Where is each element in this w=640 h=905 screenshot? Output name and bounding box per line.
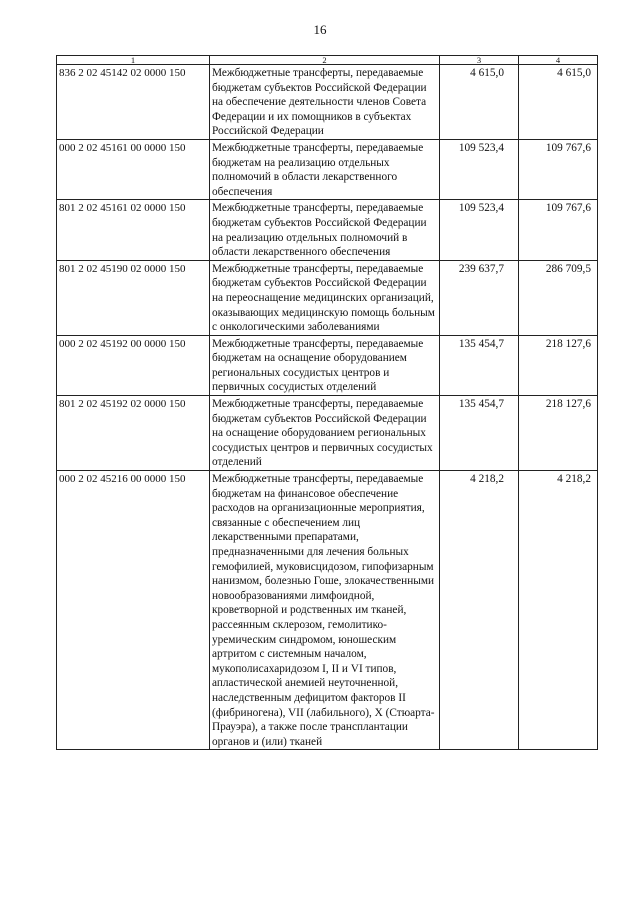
column-number-4: 4 [519,56,598,65]
table-row [57,139,598,199]
row-description: Межбюджетные трансферты, передаваемые бюджетам субъектов Российской Федерации на реализацию отдельных полномочий в области лекарственного обеспечения [210,200,440,260]
table-row [57,335,598,395]
amount-col3: 109 523,4 [440,200,519,260]
table-row [57,65,598,140]
budget-code: 000 2 02 45161 00 0000 150 [57,139,210,199]
budget-code: 801 2 02 45190 02 0000 150 [57,260,210,335]
row-description: Межбюджетные трансферты, передаваемые бюджетам на реализацию отдельных полномочий в области лекарственного обеспечения [210,139,440,199]
column-number-row [57,56,598,65]
budget-code: 000 2 02 45216 00 0000 150 [57,471,210,750]
table-row [57,260,598,335]
amount-col3: 4 218,2 [440,471,519,750]
amount-col3: 4 615,0 [440,65,519,140]
amount-col4: 109 767,6 [519,139,598,199]
amount-col3: 135 454,7 [440,396,519,471]
table-row [57,396,598,471]
row-description: Межбюджетные трансферты, передаваемые бюджетам на оснащение оборудованием региональных сосудистых центров и первичных сосудистых отделений [210,335,440,395]
amount-col4: 4 615,0 [519,65,598,140]
row-description: Межбюджетные трансферты, передаваемые бюджетам субъектов Российской Федерации на оснащение оборудованием региональных сосудистых центров и первичных сосудистых отделений [210,396,440,471]
table-row [57,471,598,750]
budget-table [56,55,598,750]
budget-code: 000 2 02 45192 00 0000 150 [57,335,210,395]
amount-col4: 109 767,6 [519,200,598,260]
row-description: Межбюджетные трансферты, передаваемые бюджетам субъектов Российской Федерации на переоснащение медицинских организаций, оказывающих медицинскую помощь больным с онкологическими заболеваниями [210,260,440,335]
table-row [57,200,598,260]
page-number: 16 [313,22,327,37]
amount-col4: 4 218,2 [519,471,598,750]
amount-col3: 239 637,7 [440,260,519,335]
amount-col4: 218 127,6 [519,335,598,395]
amount-col3: 135 454,7 [440,335,519,395]
amount-col3: 109 523,4 [440,139,519,199]
budget-code: 836 2 02 45142 02 0000 150 [57,65,210,140]
amount-col4: 218 127,6 [519,396,598,471]
budget-code: 801 2 02 45192 02 0000 150 [57,396,210,471]
amount-col4: 286 709,5 [519,260,598,335]
budget-code: 801 2 02 45161 02 0000 150 [57,200,210,260]
column-number-3: 3 [440,56,519,65]
column-number-2: 2 [210,56,440,65]
column-number-1: 1 [57,56,210,65]
row-description: Межбюджетные трансферты, передаваемые бюджетам на финансовое обеспечение расходов на организационные мероприятия, связанные с обеспечением лиц лекарственными препаратами, предназначенными для лечения больных гемофилией, муковисцидозом, гипофизарным нанизмом, болезнью Гоше, злокачественными новообразованиями лимфоидной, кроветворной и родственных им тканей, рассеянным склерозом, гемолитико-уремическим синдромом, юношеским артритом с системным началом, мукополисахаридозом I, II и VI типов, апластической анемией неуточненной, наследственным дефицитом факторов II (фибриногена), VII (лабильного), X (Стюарта-Прауэра), а также после трансплантации органов и (или) тканей [210,471,440,750]
row-description: Межбюджетные трансферты, передаваемые бюджетам субъектов Российской Федерации на обеспечение деятельности членов Совета Федерации и их помощников в субъектах Российской Федерации [210,65,440,140]
